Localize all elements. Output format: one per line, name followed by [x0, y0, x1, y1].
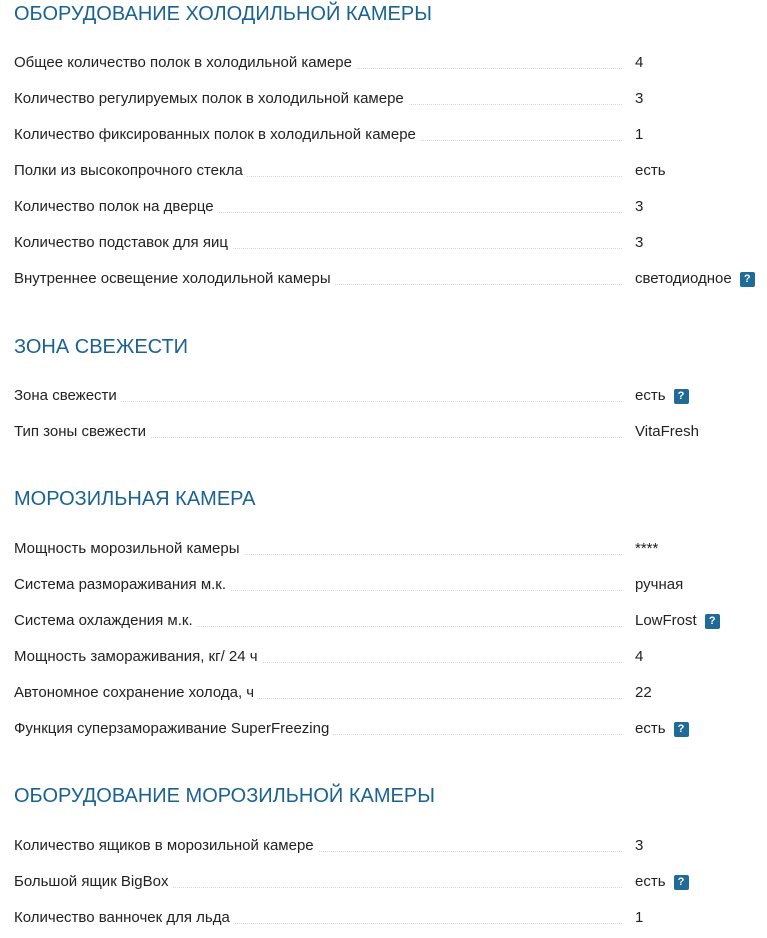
spec-value-text: светодиодное — [635, 270, 732, 287]
spec-value-text: ручная — [635, 576, 684, 593]
spec-row — [0, 872, 767, 892]
spec-label: Количество фиксированных полок в холодильной камере — [14, 125, 420, 145]
spec-row — [0, 719, 767, 739]
spec-row — [0, 611, 767, 631]
spec-value-text: LowFrost — [635, 612, 697, 629]
spec-value-text: **** — [635, 540, 659, 557]
section-title: ОБОРУДОВАНИЕ МОРОЗИЛЬНОЙ КАМЕРЫ — [14, 785, 435, 807]
spec-value-text: 1 — [635, 126, 644, 143]
spec-value-text: 3 — [635, 234, 644, 251]
spec-value-text: 4 — [635, 54, 644, 71]
spec-value — [635, 539, 658, 559]
spec-value — [635, 836, 643, 856]
spec-value — [635, 89, 643, 109]
spec-label: Автономное сохранение холода, ч — [14, 683, 258, 703]
section-title: ЗОНА СВЕЖЕСТИ — [14, 336, 189, 358]
spec-value — [635, 269, 755, 289]
spec-value-text: 3 — [635, 837, 644, 854]
spec-value — [635, 125, 643, 145]
spec-value — [635, 872, 689, 892]
spec-row — [0, 647, 767, 667]
spec-value — [635, 422, 699, 442]
spec-label: Система охлаждения м.к. — [14, 611, 197, 631]
spec-label: Количество ящиков в морозильной камере — [14, 836, 318, 856]
spec-value — [635, 908, 643, 928]
spec-label: Внутреннее освещение холодильной камеры — [14, 269, 335, 289]
spec-value-text: VitaFresh — [635, 423, 699, 440]
spec-value-text: есть — [635, 387, 666, 404]
spec-row — [0, 575, 767, 595]
spec-row — [0, 836, 767, 856]
spec-label: Количество ванночек для льда — [14, 908, 234, 928]
spec-label: Тип зоны свежести — [14, 422, 150, 442]
spec-label: Мощность замораживания, кг/ 24 ч — [14, 647, 262, 667]
spec-value-text: 4 — [635, 648, 644, 665]
spec-row — [0, 269, 767, 289]
spec-label: Система размораживания м.к. — [14, 575, 230, 595]
spec-label: Мощность морозильной камеры — [14, 539, 244, 559]
spec-value — [635, 233, 643, 253]
spec-label: Функция суперзамораживание SuperFreezing — [14, 719, 333, 739]
spec-value-text: 22 — [635, 684, 652, 701]
spec-value — [635, 161, 666, 181]
spec-label: Количество полок на дверце — [14, 197, 218, 217]
help-icon[interactable]: ? — [740, 272, 755, 287]
spec-label: Большой ящик BigBox — [14, 872, 172, 892]
help-icon[interactable]: ? — [705, 614, 720, 629]
spec-row — [0, 161, 767, 181]
spec-value — [635, 683, 652, 703]
spec-label: Общее количество полок в холодильной камере — [14, 53, 356, 73]
spec-row — [0, 539, 767, 559]
spec-row — [0, 908, 767, 928]
spec-value — [635, 647, 643, 667]
section-title: МОРОЗИЛЬНАЯ КАМЕРА — [14, 488, 256, 510]
spec-value — [635, 53, 643, 73]
help-icon[interactable]: ? — [674, 389, 689, 404]
help-icon[interactable]: ? — [674, 722, 689, 737]
spec-value-text: есть — [635, 720, 666, 737]
spec-value — [635, 719, 689, 739]
spec-value — [635, 611, 720, 631]
spec-value-text: есть — [635, 162, 666, 179]
spec-label: Количество регулируемых полок в холодильной камере — [14, 89, 408, 109]
spec-row — [0, 197, 767, 217]
spec-value — [635, 575, 683, 595]
spec-row — [0, 233, 767, 253]
spec-value — [635, 386, 689, 406]
spec-row — [0, 683, 767, 703]
spec-value-text: 3 — [635, 90, 644, 107]
spec-value-text: 3 — [635, 198, 644, 215]
section-title: ОБОРУДОВАНИЕ ХОЛОДИЛЬНОЙ КАМЕРЫ — [14, 3, 432, 25]
spec-value-text: есть — [635, 873, 666, 890]
help-icon[interactable]: ? — [674, 875, 689, 890]
spec-label: Зона свежести — [14, 386, 121, 406]
spec-value — [635, 197, 643, 217]
spec-label: Количество подставок для яиц — [14, 233, 232, 253]
spec-row — [0, 422, 767, 442]
spec-row — [0, 53, 767, 73]
spec-value-text: 1 — [635, 909, 644, 926]
spec-row — [0, 89, 767, 109]
spec-label: Полки из высокопрочного стекла — [14, 161, 247, 181]
spec-row — [0, 125, 767, 145]
spec-row — [0, 386, 767, 406]
